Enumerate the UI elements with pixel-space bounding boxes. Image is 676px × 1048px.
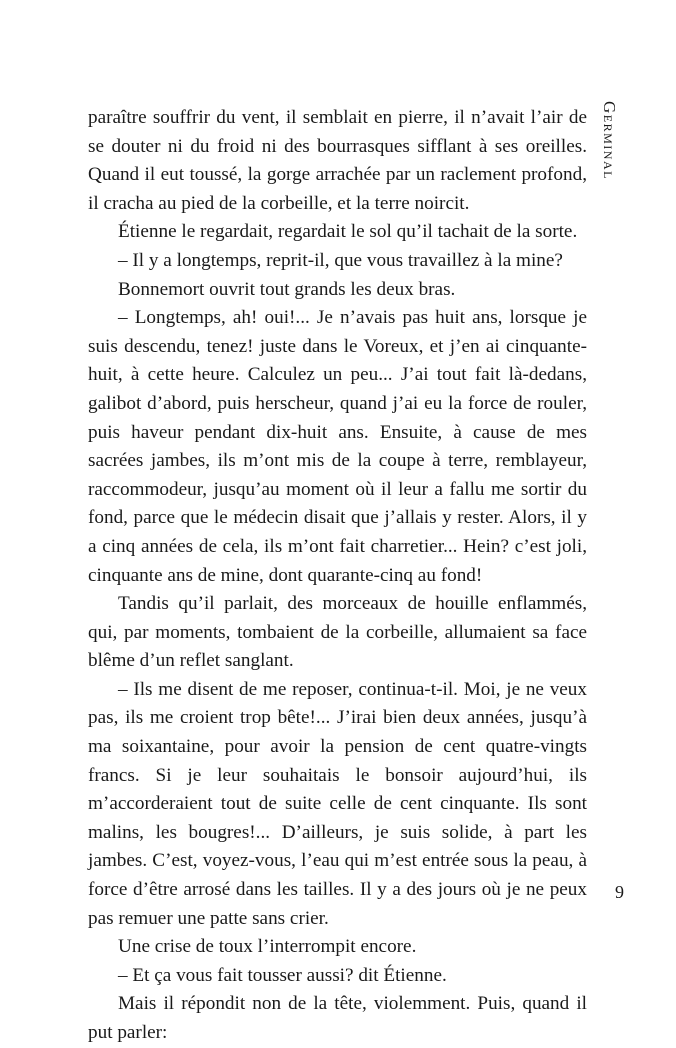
paragraph-5: – Longtemps, ah! oui!... Je n’avais pas huit ans, lorsque je suis descendu, tenez! juste dans le Voreux, et j’en ai cinquante-huit, à cette heure. Calculez un peu... J’ai tout fait là-dedans, galibot d’abord, puis herscheur, quand j’ai eu la force de rouler, puis haveur pendant dix-huit ans. Ensuite, à cause de mes sacrées jambes, ils m’ont mis de la coupe à terre, remblayeur, raccommodeur, jusqu’au moment où il leur a fallu me sortir du fond, parce que le médecin disait que j’allais y rester. Alors, il y a cinq années de cela, ils m’ont fait charretier... Hein? c’est joli, cinquante ans de mine, dont quarante-cinq au fond! [88,307,587,586]
paragraph-2: Étienne le regardait, regardait le sol qu’il tachait de la sorte. [118,221,578,243]
paragraph-4: Bonnemort ouvrit tout grands les deux bras. [118,278,456,300]
paragraph-8: Une crise de toux l’interrompit encore. [118,936,417,958]
paragraph-1: paraître souffrir du vent, il semblait en pierre, il n’avait l’air de se douter ni du froid ni des bourrasques sifflant à ses oreilles. Quand il eut toussé, la gorge arrachée par un raclement profond, il cracha au pied de la corbeille, et la terre noircit. [88,107,587,214]
paragraph-6: Tandis qu’il parlait, des morceaux de houille enflammés, qui, par moments, tombaient de la corbeille, allumaient sa face blême d’un reflet sanglant. [88,593,587,672]
paragraph-3: – Il y a longtemps, reprit-il, que vous travaillez à la mine? [118,249,563,271]
paragraph-7: – Ils me disent de me reposer, continua-t-il. Moi, je ne veux pas, ils me croient trop bête!... J’irai bien deux années, jusqu’à ma soixantaine, pour avoir la pension de cent quatre-vingts francs. Si je leur souhaitais le bonsoir aujourd’hui, ils m’accorderaient tout de suite celle de cent cinquante. Ils sont malins, les bougres!... D’ailleurs, je suis solide, à part les jambes. C’est, voyez-vous, l’eau qui m’est entrée sous la peau, à force d’être arrosé dans les tailles. Il y a des jours où je ne peux pas remuer une patte sans crier. [88,678,587,929]
paragraph-10: Mais il répondit non de la tête, violemment. Puis, quand il put parler: [88,993,587,1043]
running-head: Germinal [600,101,619,180]
page-number: 9 [615,882,624,902]
body-text [88,104,587,1048]
paragraph-9: – Et ça vous fait tousser aussi? dit Étienne. [118,964,447,986]
